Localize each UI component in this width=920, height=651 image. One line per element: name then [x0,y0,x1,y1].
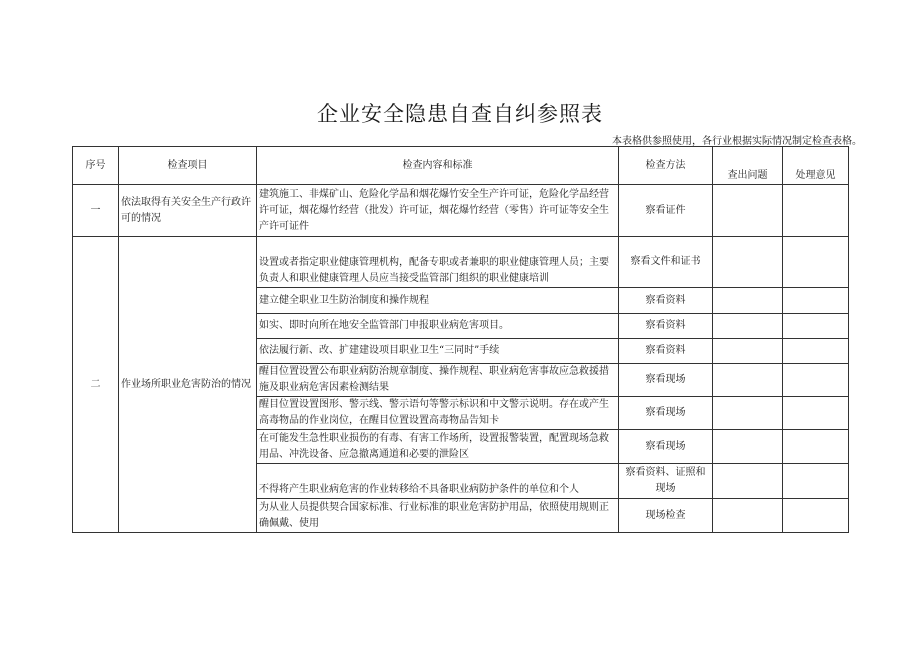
check-content: 如实、即时向所在地安全监管部门申报职业病危害项目。 [257,314,619,339]
issues-cell[interactable] [713,339,783,364]
check-method: 察看资料 [619,314,713,339]
table-row [73,237,849,288]
check-content: 建筑施工、非煤矿山、危险化学品和烟花爆竹安全生产许可证，危险化学品经营许可证，烟花爆竹经营（批发）许可证，烟花爆竹经营（零售）许可证等安全生产许可证件 [257,185,619,237]
row-item: 依法取得有关安全生产行政许可的情况 [119,185,257,237]
check-method: 现场检查 [619,499,713,533]
opinion-cell[interactable] [783,397,849,430]
check-content: 醒目位置设置图形、警示线、警示语句等警示标识和中文警示说明。存在或产生高毒物品的作业岗位，在醒目位置设置高毒物品告知卡 [257,397,619,430]
header-seq: 序号 [73,147,119,185]
header-issues: 查出问题 [713,147,783,185]
check-method: 察看现场 [619,397,713,430]
opinion-cell[interactable] [783,314,849,339]
check-method: 察看文件和证书 [619,237,713,288]
inspection-table [72,146,849,533]
row-seq: 二 [73,237,119,533]
opinion-cell[interactable] [783,185,849,237]
issues-cell[interactable] [713,364,783,397]
check-content: 依法履行新、改、扩建建设项目职业卫生“三同时”手续 [257,339,619,364]
header-method: 检查方法 [619,147,713,185]
check-content: 设置或者指定职业健康管理机构，配备专职或者兼职的职业健康管理人员；主要负责人和职业健康管理人员应当接受监管部门组织的职业健康培训 [257,237,619,288]
check-content: 不得将产生职业病危害的作业转移给不具备职业病防护条件的单位和个人 [257,464,619,499]
check-content: 建立健全职业卫生防治制度和操作规程 [257,288,619,314]
check-method: 察看现场 [619,430,713,464]
opinion-cell[interactable] [783,499,849,533]
header-item: 检查项目 [119,147,257,185]
issues-cell[interactable] [713,464,783,499]
header-content: 检查内容和标准 [257,147,619,185]
opinion-cell[interactable] [783,288,849,314]
check-content: 在可能发生急性职业损伤的有毒、有害工作场所，设置报警装置，配置现场急救用品、冲洗设备、应急撤离通道和必要的泄险区 [257,430,619,464]
check-method: 察看证件 [619,185,713,237]
table-row [73,185,849,237]
check-content: 为从业人员提供契合国家标准、行业标准的职业危害防护用品，依照使用规则正确佩戴、使用 [257,499,619,533]
row-seq: 一 [73,185,119,237]
issues-cell[interactable] [713,314,783,339]
check-method: 察看资料 [619,288,713,314]
issues-cell[interactable] [713,397,783,430]
check-method: 察看现场 [619,364,713,397]
usage-note: 本表格供参照使用，各行业根据实际情况制定检查表格。 [612,136,862,147]
opinion-cell[interactable] [783,364,849,397]
header-opinion: 处理意见 [783,147,849,185]
opinion-cell[interactable] [783,464,849,499]
issues-cell[interactable] [713,499,783,533]
opinion-cell[interactable] [783,339,849,364]
issues-cell[interactable] [713,430,783,464]
table-header-row [73,147,849,185]
page-title: 企业安全隐患自查自纠参照表 [317,102,603,126]
issues-cell[interactable] [713,185,783,237]
check-method: 察看资料 [619,339,713,364]
check-content: 醒目位置设置公布职业病防治规章制度、操作规程、职业病危害事故应急救援措施及职业病危害因素检测结果 [257,364,619,397]
opinion-cell[interactable] [783,430,849,464]
check-method: 察看资料、证照和现场 [619,464,713,499]
row-item: 作业场所职业危害防治的情况 [119,237,257,533]
issues-cell[interactable] [713,237,783,288]
opinion-cell[interactable] [783,237,849,288]
issues-cell[interactable] [713,288,783,314]
